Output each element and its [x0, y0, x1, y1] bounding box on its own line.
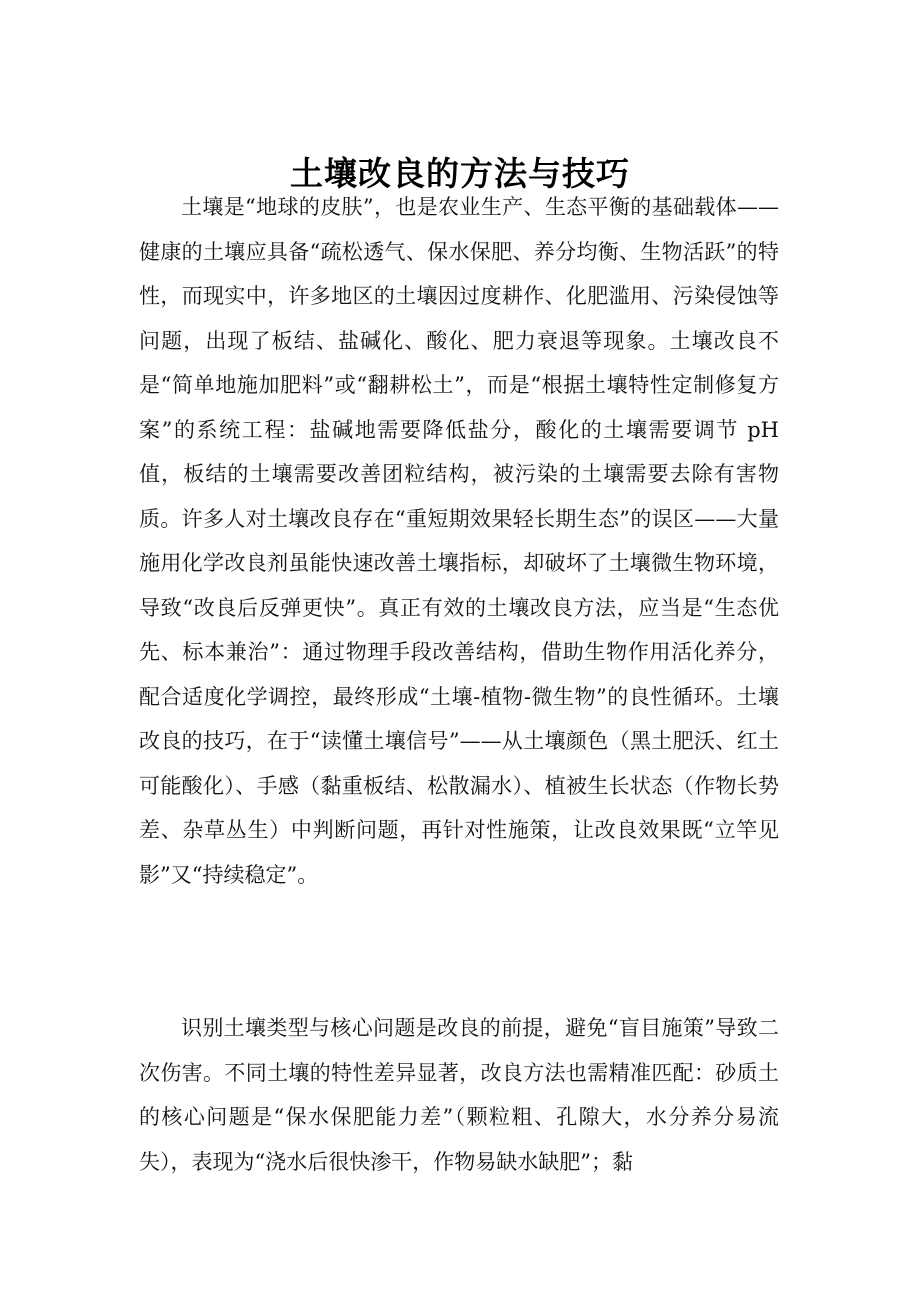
body-paragraph-2: 识别土壤类型与核心问题是改良的前提，避免“盲目施策”导致二次伤害。不同土壤的特性差异显著，改良方法也需精准匹配：砂质土的核心问题是“保水保肥能力差”（颗粒粗、孔隙大，水分养分易流失），表现为“浇水后很快渗干，作物易缺水缺肥”；黏: [139, 1016, 779, 1174]
body-paragraph-1: 土壤是“地球的皮肤”，也是农业生产、生态平衡的基础载体——健康的土壤应具备“疏松透气、保水保肥、养分均衡、生物活跃”的特性，而现实中，许多地区的土壤因过度耕作、化肥滥用、污染侵蚀等问题，出现了板结、盐碱化、酸化、肥力衰退等现象。土壤改良不是“简单地施加肥料”或“翻耕松土”，而是“根据土壤特性定制修复方案”的系统工程：盐碱地需要降低盐分，酸化的土壤需要调节 pH 值，板结的土壤需要改善团粒结构，被污染的土壤需要去除有害物质。许多人对土壤改良存在“重短期效果轻长期生态”的误区——大量施用化学改良剂虽能快速改善土壤指标，却破坏了土壤微生物环境，导致“改良后反弹更快”。真正有效的土壤改良方法，应当是“生态优先、标本兼治”：通过物理手段改善结构，借助生物作用活化养分，配合适度化学调控，最终形成“土壤-植物-微生物”的良性循环。土壤改良的技巧，在于“读懂土壤信号”——从土壤颜色（黑土肥沃、红土可能酸化）、手感（黏重板结、松散漏水）、植被生长状态（作物长势差、杂草丛生）中判断问题，再针对性施策，让改良效果既“立竿见影”又“持续稳定”。: [139, 195, 779, 887]
document-title: 土壤改良的方法与技巧: [290, 154, 630, 194]
